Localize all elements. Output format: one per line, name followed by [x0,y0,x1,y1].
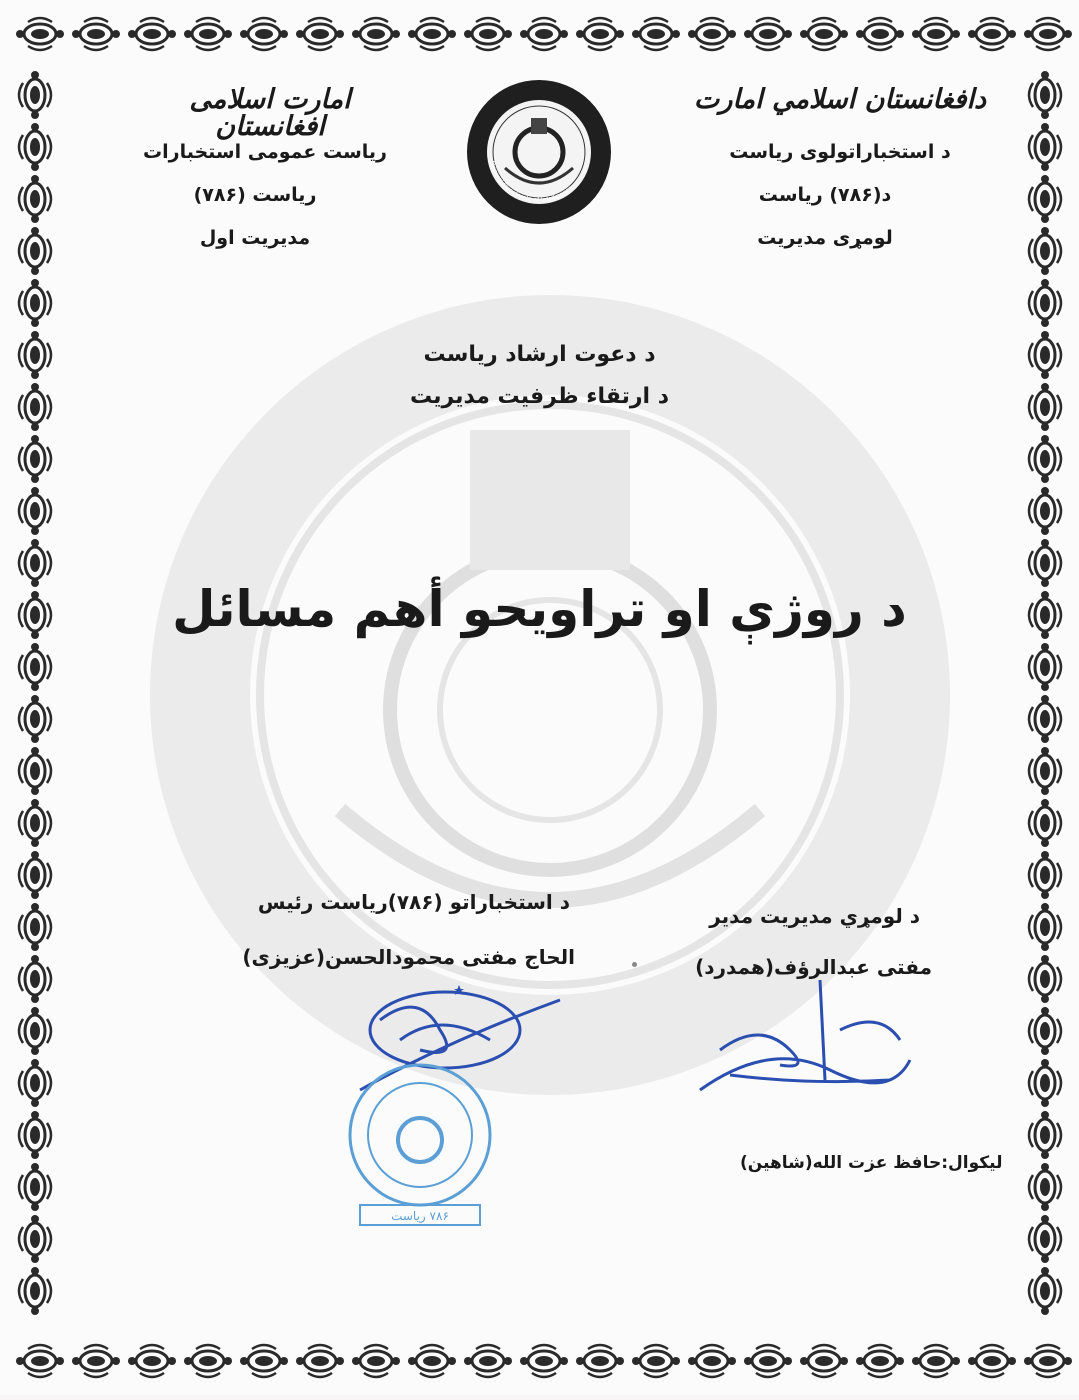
seal-outer-text: General Directorate of Intelligence [487,160,575,205]
border-ornament [632,18,680,50]
border-ornament [72,1345,120,1377]
border-ornament [19,1215,51,1263]
ornamental-border-bottom [0,1325,1079,1395]
border-ornament [19,955,51,1003]
header-left [130,86,410,140]
border-ornament [19,1163,51,1211]
right-signatory-role: د لومړي مدیریت مدیر [709,904,920,928]
border-ornament [1029,1267,1061,1315]
border-ornament [296,1345,344,1377]
border-ornament [240,1345,288,1377]
border-ornament [1029,747,1061,795]
header-right-line2: د(۷۸۶) ریاست [758,184,892,206]
border-ornament [19,799,51,847]
border-ornament [352,18,400,50]
border-ornament [1029,643,1061,691]
border-ornament [408,1345,456,1377]
border-ornament [464,18,512,50]
border-ornament [688,1345,736,1377]
border-ornament [1029,1111,1061,1159]
border-ornament [19,71,51,119]
border-ornament [1029,903,1061,951]
border-ornament [1029,1215,1061,1263]
border-ornament [1029,123,1061,171]
border-ornament [19,643,51,691]
ornamental-border-right [1009,0,1079,1395]
ink-speck [632,962,637,967]
border-ornament [1029,695,1061,743]
border-ornament [128,18,176,50]
right-signature [690,980,920,1100]
header-left-line3: مدیریت اول [199,227,311,249]
border-ornament [912,1345,960,1377]
border-ornament [800,1345,848,1377]
right-signatory-name: مفتی عبدالرؤف(همدرد) [695,955,932,979]
document-title: د روژې او تراویحو أهم مسائل [172,580,907,638]
border-ornament [296,18,344,50]
border-ornament [408,18,456,50]
border-ornament [19,747,51,795]
left-signatory-name: الحاج مفتی محمودالحسن(عزیزی) [242,945,575,969]
border-ornament [1029,851,1061,899]
border-ornament [800,18,848,50]
border-ornament [1029,1059,1061,1107]
subtitle-line1: د دعوت ارشاد ریاست [423,342,656,367]
border-ornament [19,435,51,483]
border-ornament [184,18,232,50]
border-ornament [1029,279,1061,327]
border-ornament [520,1345,568,1377]
border-ornament [19,903,51,951]
border-ornament [184,1345,232,1377]
border-ornament [1029,1007,1061,1055]
border-ornament [1029,71,1061,119]
border-ornament [1029,1163,1061,1211]
border-ornament [576,1345,624,1377]
border-ornament [19,851,51,899]
border-ornament [1029,175,1061,223]
border-ornament [856,1345,904,1377]
border-ornament [72,18,120,50]
border-ornament [744,18,792,50]
border-ornament [19,279,51,327]
intelligence-seal-logo [465,78,613,226]
border-ornament [856,18,904,50]
left-signatory-role: د استخباراتو (۷۸۶)ریاست رئیس [257,890,570,914]
border-ornament [19,695,51,743]
border-ornament [19,487,51,535]
border-ornament [19,227,51,275]
border-ornament [19,175,51,223]
border-ornament [520,18,568,50]
border-ornament [1029,227,1061,275]
header-left-line1: ریاست عمومی استخبارات [143,141,387,163]
border-ornament [464,1345,512,1377]
writer-credit: لیکوال:حافظ عزت الله(شاهین) [740,1153,1003,1173]
border-ornament [240,18,288,50]
border-ornament [912,18,960,50]
border-ornament [19,123,51,171]
header-right [690,86,990,113]
header-left-line2: ریاست (۷۸۶) [193,184,317,206]
header-right-line3: لومړی مدیریت [757,227,893,249]
border-ornament [744,1345,792,1377]
header-right-calligraphy: دافغانستان اسلامي امارت [693,84,987,115]
border-ornament [128,1345,176,1377]
border-ornament [19,1007,51,1055]
border-ornament [576,18,624,50]
border-ornament [19,1111,51,1159]
border-ornament [352,1345,400,1377]
official-stamp [335,1060,505,1230]
stamp-bottom-text: ۷۸۶ ریاست [391,1209,449,1223]
header-right-line1: د استخباراتولوی ریاست [729,141,951,163]
border-ornament [632,1345,680,1377]
border-ornament [688,18,736,50]
ornamental-border-left [0,0,70,1395]
ornamental-border-top [0,0,1079,70]
border-ornament [19,1267,51,1315]
subtitle-line2: د ارتقاء ظرفیت مدیریت [410,384,669,409]
border-ornament [19,1059,51,1107]
border-ornament [1029,955,1061,1003]
border-ornament [1029,435,1061,483]
border-ornament [1029,799,1061,847]
border-ornament [1029,487,1061,535]
header-left-calligraphy: امارت اسلامی افغانستان [189,84,351,142]
